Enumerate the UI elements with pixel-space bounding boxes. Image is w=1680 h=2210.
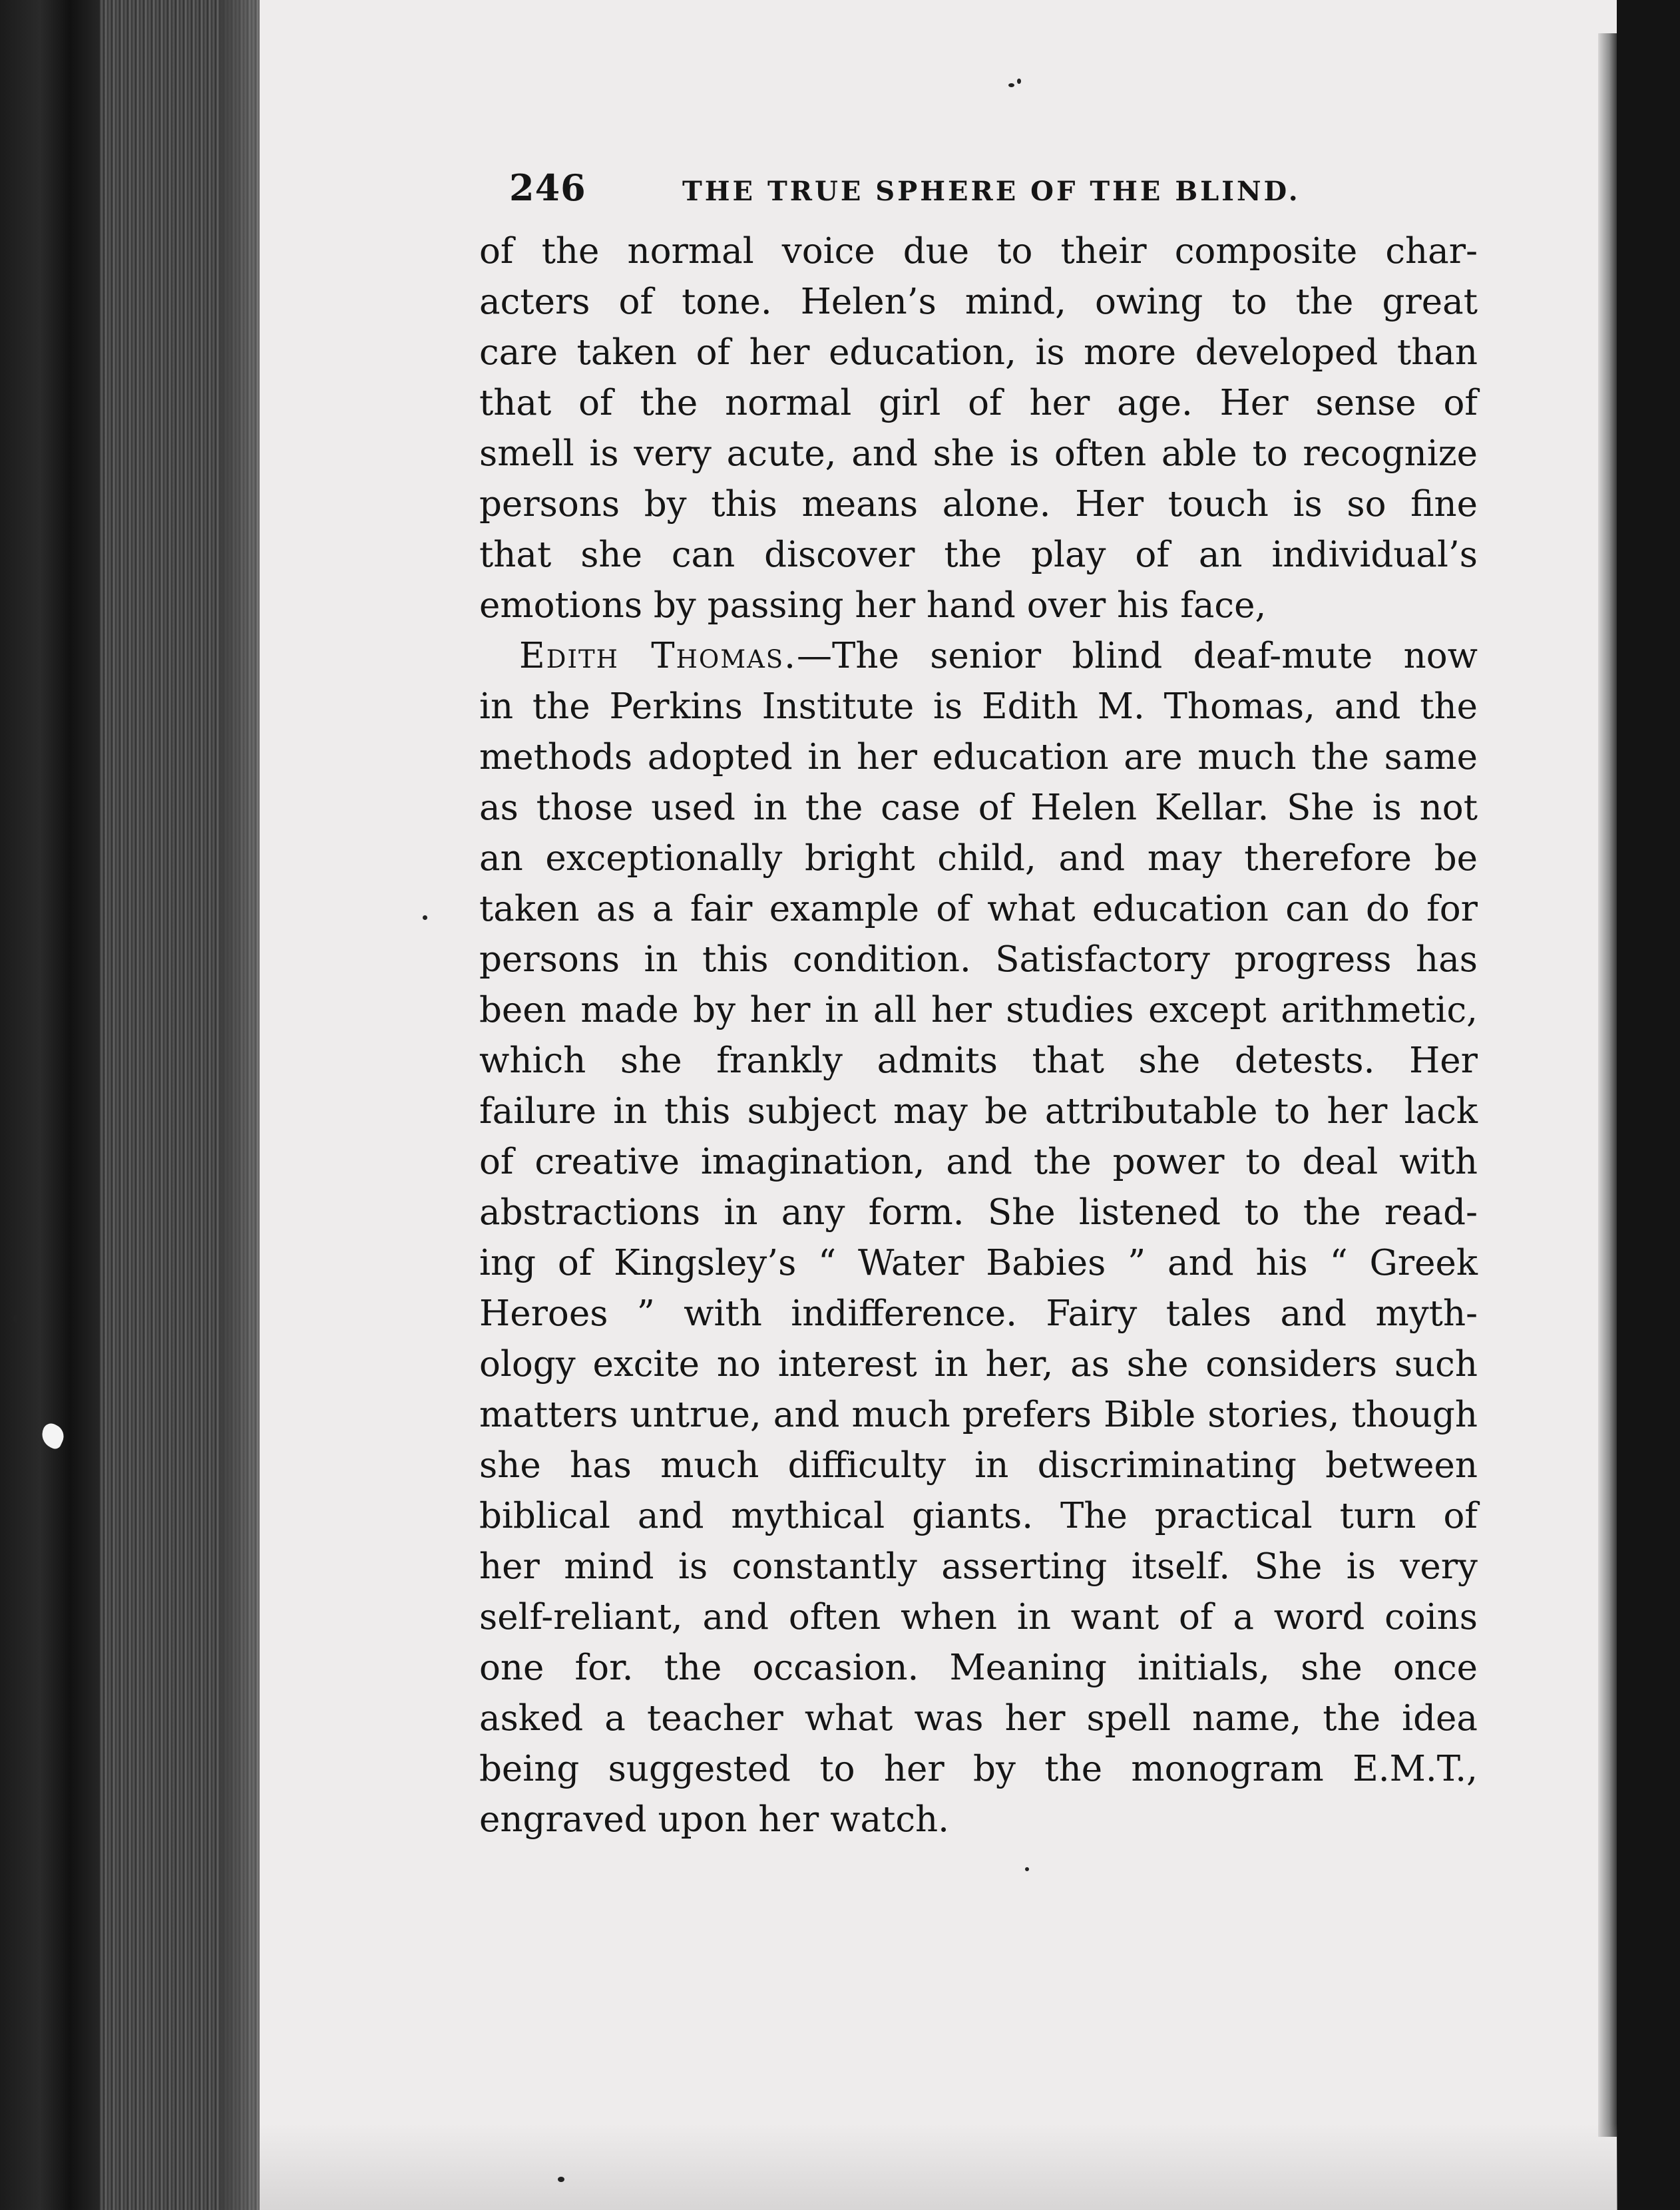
right-dark-edge [1617, 0, 1680, 2210]
text-line: she has much difficulty in discriminating between [479, 1445, 1478, 1486]
text-line: of the normal voice due to their composite char- [479, 231, 1478, 272]
text-line: ing of Kingsley’s “ Water Babies ” and his “ Greek [479, 1243, 1478, 1283]
text-line: persons by this means alone. Her touch is so fine [479, 484, 1478, 525]
speck [1017, 79, 1021, 84]
right-page-shadow [1598, 33, 1617, 2137]
text-line: been made by her in all her studies except arithmetic, [479, 990, 1478, 1030]
page-number: 246 [509, 166, 586, 209]
running-head [479, 166, 1338, 226]
text-line: in the Perkins Institute is Edith M. Thomas, and the [479, 686, 1478, 727]
speck [558, 2177, 564, 2182]
gutter-shadow [220, 0, 260, 2210]
text-line: taken as a fair example of what education can do for [479, 889, 1478, 929]
running-title: THE TRUE SPHERE OF THE BLIND. [682, 176, 1301, 207]
speck [423, 915, 427, 920]
text-line: smell is very acute, and she is often able to recognize [479, 433, 1478, 474]
speck [1025, 1867, 1029, 1871]
speck [1008, 83, 1014, 87]
text-line: engraved upon her watch. [479, 1799, 950, 1840]
text-line: of creative imagination, and the power to deal with [479, 1142, 1478, 1182]
paragraph-first-line [479, 631, 1478, 682]
text-line: methods adopted in her education are much the same [479, 737, 1478, 777]
text-line: emotions by passing her hand over his face, [479, 585, 1267, 626]
text-line: abstractions in any form. She listened to the read- [479, 1192, 1478, 1233]
book-spine-edge [0, 0, 100, 2210]
text-line: that she can discover the play of an individual’s [479, 535, 1478, 575]
bottom-shadow [260, 2123, 1617, 2210]
text-line: as those used in the case of Helen Kellar. She is not [479, 787, 1478, 828]
section-heading: Edith Thomas. [519, 636, 797, 676]
text-line: being suggested to her by the monogram E.M.T., [479, 1749, 1478, 1789]
text-line: acters of tone. Helen’s mind, owing to the great [479, 282, 1478, 322]
text-line: failure in this subject may be attributable to her lack [479, 1091, 1478, 1132]
text-line: asked a teacher what was her spell name, the idea [479, 1698, 1478, 1739]
text-line-rest: —The senior blind deaf-mute now [797, 636, 1478, 676]
text-line: ology excite no interest in her, as she considers such [479, 1344, 1478, 1385]
page-content [479, 166, 1491, 1845]
text-line: care taken of her education, is more developed than [479, 332, 1478, 373]
speck [13, 1315, 19, 1323]
body-text [479, 226, 1478, 1845]
text-line: matters untrue, and much prefers Bible stories, though [479, 1395, 1478, 1435]
text-line: one for. the occasion. Meaning initials, she once [479, 1648, 1478, 1688]
text-line: persons in this condition. Satisfactory progress has [479, 939, 1478, 980]
text-line: self-reliant, and often when in want of a word coins [479, 1597, 1478, 1638]
text-line: an exceptionally bright child, and may therefore be [479, 838, 1478, 879]
text-line: that of the normal girl of her age. Her sense of [479, 383, 1478, 423]
text-line: which she frankly admits that she detests. Her [479, 1040, 1478, 1081]
text-line: her mind is constantly asserting itself. She is very [479, 1546, 1478, 1587]
text-line: biblical and mythical giants. The practical turn of [479, 1496, 1478, 1536]
text-line: Heroes ” with indifference. Fairy tales and myth- [479, 1293, 1478, 1334]
